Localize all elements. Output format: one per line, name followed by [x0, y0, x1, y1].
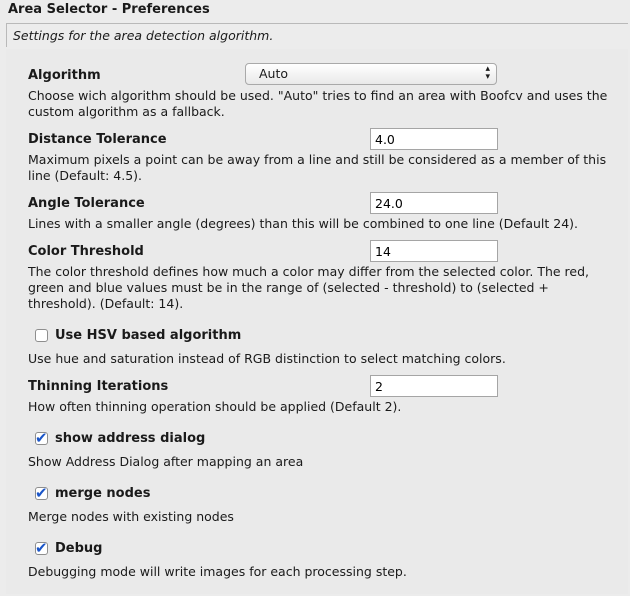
thinning-iterations-help: How often thinning operation should be applied (Default 2). [28, 399, 402, 414]
checkmark-icon: ✔ [35, 429, 48, 447]
hsv-checkbox[interactable] [35, 329, 48, 342]
algorithm-label: Algorithm [28, 68, 101, 83]
address-dialog-checkbox-row[interactable] [35, 431, 205, 446]
color-threshold-help: The color threshold defines how much a color may differ from the selected color. The red, green and blue values must be in the range of (selected - threshold) to (selected + threshold). (Default: 14). [28, 264, 590, 311]
thinning-iterations-input[interactable] [370, 375, 498, 397]
address-dialog-help: Show Address Dialog after mapping an area [28, 454, 304, 469]
hsv-help: Use hue and saturation instead of RGB distinction to select matching colors. [28, 351, 506, 366]
merge-nodes-checkbox[interactable] [35, 484, 48, 502]
up-down-arrows-icon: ▴ ▾ [485, 64, 490, 82]
debug-label: Debug [55, 541, 103, 556]
checkmark-icon: ✔ [35, 539, 48, 557]
settings-panel [6, 49, 628, 594]
debug-checkbox[interactable] [35, 539, 48, 557]
angle-tolerance-label: Angle Tolerance [28, 196, 145, 211]
distance-tolerance-label: Distance Tolerance [28, 132, 167, 147]
description-text: Settings for the area detection algorithm. [13, 28, 274, 43]
algorithm-help: Choose wich algorithm should be used. "Auto" tries to find an area with Boofcv and uses the custom algorithm as a fallback. [28, 88, 608, 119]
description-panel [6, 23, 628, 47]
address-dialog-label: show address dialog [55, 431, 206, 446]
debug-checkbox-row[interactable] [35, 541, 102, 556]
checkmark-icon: ✔ [35, 484, 48, 502]
merge-nodes-label: merge nodes [55, 486, 151, 501]
algorithm-select-value: Auto [259, 66, 289, 81]
debug-help: Debugging mode will write images for each processing step. [28, 564, 407, 579]
distance-tolerance-help: Maximum pixels a point can be away from a line and still be considered as a member of this line (Default: 4.5). [28, 152, 607, 183]
hsv-checkbox-row[interactable] [35, 328, 241, 343]
color-threshold-input[interactable] [370, 240, 498, 262]
angle-tolerance-input[interactable] [370, 192, 498, 214]
distance-tolerance-input[interactable] [370, 128, 498, 150]
hsv-checkbox-label: Use HSV based algorithm [55, 328, 242, 343]
merge-nodes-checkbox-row[interactable] [35, 486, 150, 501]
color-threshold-label: Color Threshold [28, 244, 144, 259]
angle-tolerance-help: Lines with a smaller angle (degrees) than this will be combined to one line (Default 24). [28, 216, 579, 231]
thinning-iterations-label: Thinning Iterations [28, 379, 169, 394]
address-dialog-checkbox[interactable] [35, 429, 48, 447]
window-title: Area Selector - Preferences [8, 2, 210, 17]
algorithm-select[interactable] [245, 63, 497, 85]
merge-nodes-help: Merge nodes with existing nodes [28, 509, 234, 524]
